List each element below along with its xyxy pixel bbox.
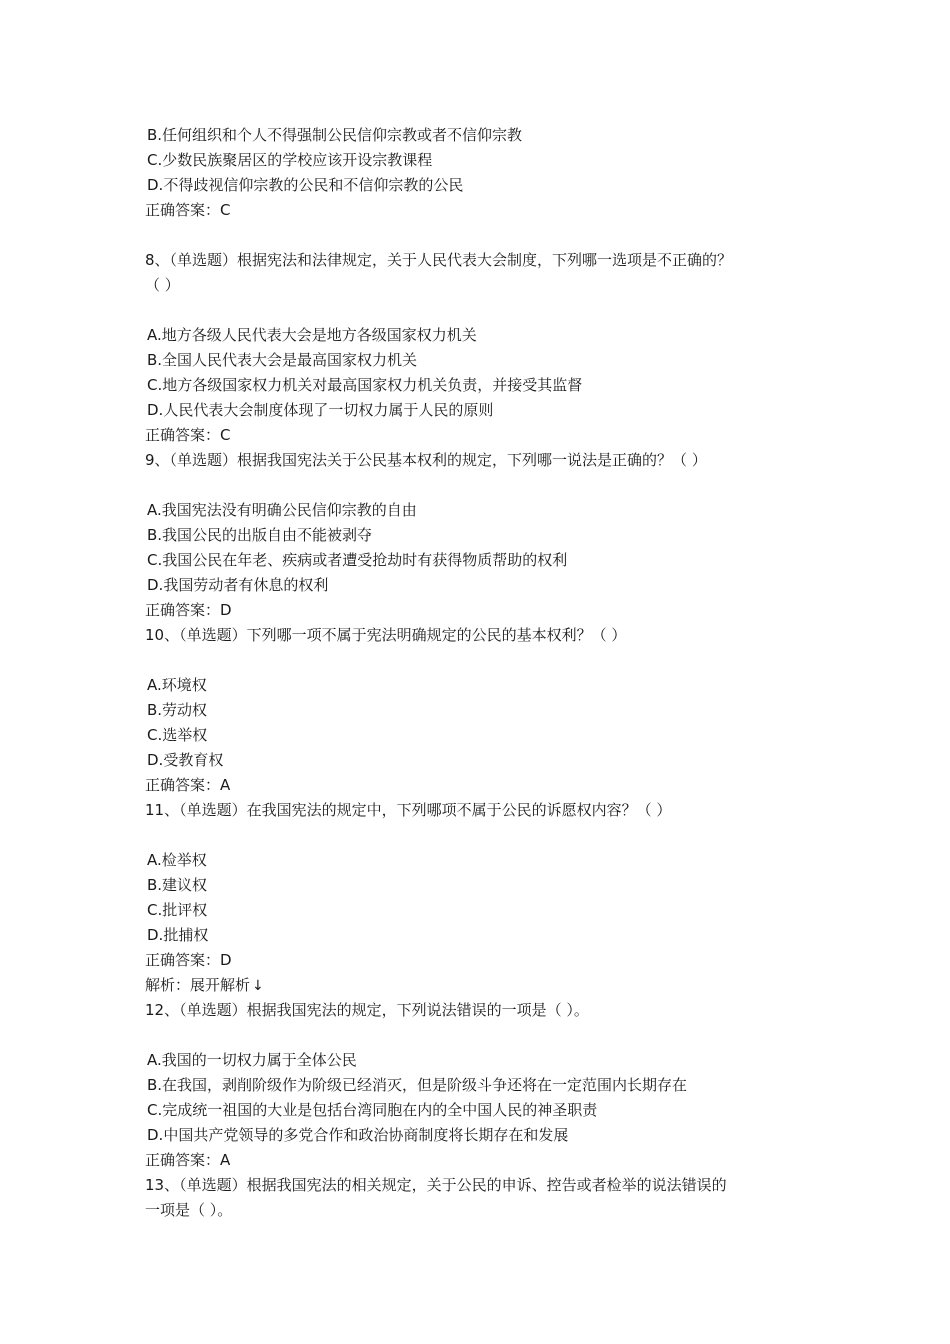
option-c: C.少数民族聚居区的学校应该开设宗教课程 [147, 151, 433, 169]
option-a: A.我国的一切权力属于全体公民 [147, 1051, 357, 1069]
spacer [145, 1023, 815, 1048]
analysis-label: 解析：展开解析 [145, 976, 251, 994]
question-11-title: 11、（单选题）在我国宪法的规定中，下列哪项不属于公民的诉愿权内容？（ ） [145, 801, 672, 819]
correct-answer: 正确答案：C [145, 201, 231, 219]
option-d: D.人民代表大会制度体现了一切权力属于人民的原则 [147, 401, 494, 419]
document-page [145, 123, 815, 1223]
arrow-down-icon: ↓ [252, 978, 264, 994]
option-d: D.我国劳动者有休息的权利 [147, 576, 329, 594]
correct-answer: 正确答案：A [145, 1151, 231, 1169]
question-9-title: 9、（单选题）根据我国宪法关于公民基本权利的规定，下列哪一说法是正确的？（ ） [145, 451, 707, 469]
question-8-title-cont: （ ） [145, 276, 180, 294]
spacer [145, 823, 815, 848]
correct-answer: 正确答案：C [145, 426, 231, 444]
option-b: B.全国人民代表大会是最高国家权力机关 [147, 351, 418, 369]
spacer [145, 298, 815, 323]
option-c: C.选举权 [147, 726, 208, 744]
correct-answer: 正确答案：D [145, 601, 232, 619]
option-d: D.中国共产党领导的多党合作和政治协商制度将长期存在和发展 [147, 1126, 569, 1144]
option-a: A.我国宪法没有明确公民信仰宗教的自由 [147, 501, 417, 519]
question-12-title: 12、（单选题）根据我国宪法的规定，下列说法错误的一项是（ ）。 [145, 1001, 589, 1019]
option-b: B.我国公民的出版自由不能被剥夺 [147, 526, 373, 544]
spacer [145, 223, 815, 248]
option-d: D.受教育权 [147, 751, 224, 769]
spacer [145, 473, 815, 498]
option-d: D.批捕权 [147, 926, 209, 944]
option-a: A.检举权 [147, 851, 207, 869]
option-d: D.不得歧视信仰宗教的公民和不信仰宗教的公民 [147, 176, 464, 194]
question-10-title: 10、（单选题）下列哪一项不属于宪法明确规定的公民的基本权利？（ ） [145, 626, 627, 644]
option-b: B.在我国，剥削阶级作为阶级已经消灭，但是阶级斗争还将在一定范围内长期存在 [147, 1076, 688, 1094]
option-b: B.建议权 [147, 876, 208, 894]
expand-analysis-link[interactable] [145, 973, 815, 998]
option-c: C.我国公民在年老、疾病或者遭受抢劫时有获得物质帮助的权利 [147, 551, 568, 569]
option-a: A.地方各级人民代表大会是地方各级国家权力机关 [147, 326, 477, 344]
spacer [145, 648, 815, 673]
question-13-title: 13、（单选题）根据我国宪法的相关规定，关于公民的申诉、控告或者检举的说法错误的 [145, 1176, 727, 1194]
correct-answer: 正确答案：D [145, 951, 232, 969]
option-c: C.批评权 [147, 901, 208, 919]
question-8-title: 8、（单选题）根据宪法和法律规定，关于人民代表大会制度，下列哪一选项是不正确的？ [145, 251, 733, 269]
option-b: B.劳动权 [147, 701, 208, 719]
correct-answer: 正确答案：A [145, 776, 231, 794]
option-c: C.完成统一祖国的大业是包括台湾同胞在内的全中国人民的神圣职责 [147, 1101, 598, 1119]
question-13-title-cont: 一项是（ ）。 [145, 1201, 233, 1219]
option-a: A.环境权 [147, 676, 207, 694]
option-c: C.地方各级国家权力机关对最高国家权力机关负责，并接受其监督 [147, 376, 583, 394]
option-b: B.任何组织和个人不得强制公民信仰宗教或者不信仰宗教 [147, 126, 523, 144]
